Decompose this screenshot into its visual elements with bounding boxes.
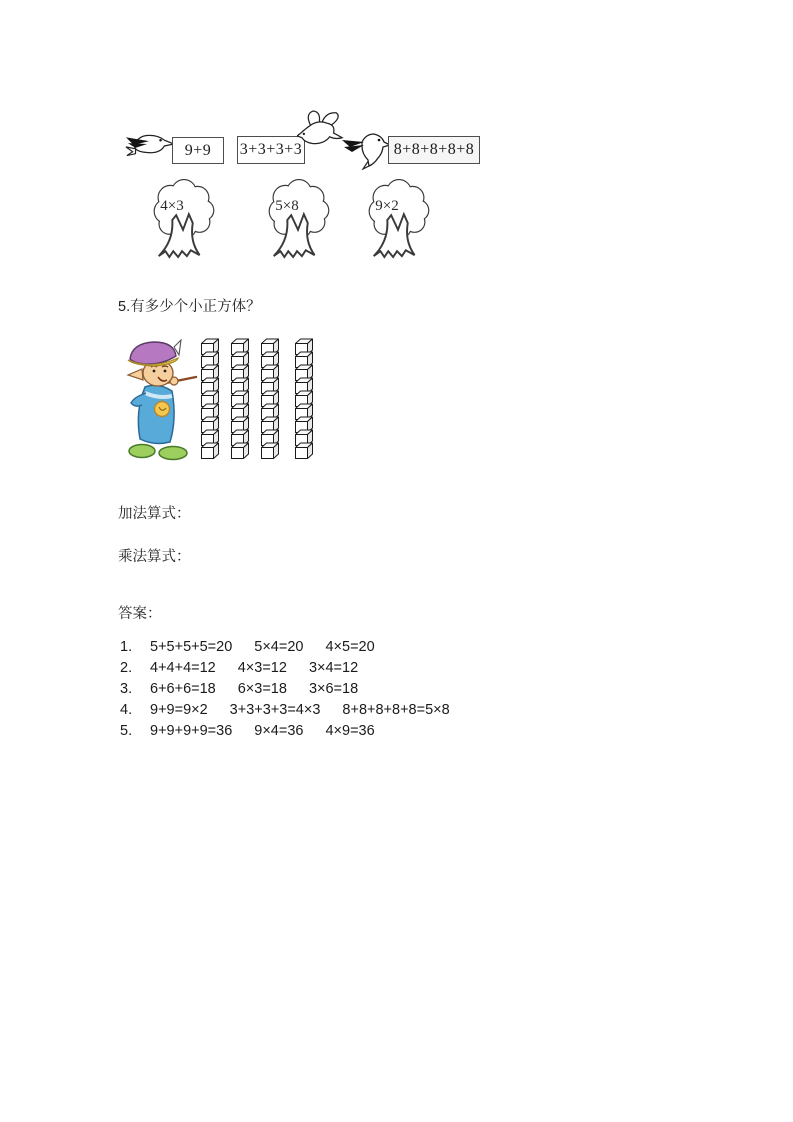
addition-formula-label: 加法算式： — [118, 506, 191, 522]
answer-row — [118, 679, 450, 700]
answer-number: 2. — [120, 660, 133, 676]
cartoon-character — [118, 339, 206, 463]
answer-row — [118, 721, 450, 742]
answer-expression: 6+6+6=18 — [150, 681, 216, 697]
tree-label: 4×3 — [160, 198, 184, 214]
addition-box-2: 3+3+3+3 — [237, 136, 305, 164]
cube-column — [295, 338, 315, 464]
answer-expression: 4×5=20 — [325, 639, 375, 655]
addition-box-3: 8+8+8+8+8 — [388, 136, 480, 164]
cube-column — [231, 338, 251, 464]
answer-expression: 4+4+4=12 — [150, 660, 216, 676]
cube-column — [201, 338, 221, 464]
answer-expression: 5+5+5+5=20 — [150, 639, 233, 655]
answer-row — [118, 700, 450, 721]
answer-expression: 5×4=20 — [254, 639, 304, 655]
answer-expression: 8+8+8+8+8=5×8 — [342, 702, 450, 718]
answer-row — [118, 658, 450, 679]
multiplication-formula-label: 乘法算式： — [118, 549, 191, 565]
cubes-figure — [118, 334, 328, 470]
bird-icon — [342, 128, 390, 170]
tree-icon — [261, 179, 335, 265]
answer-expression: 9+9+9+9=36 — [150, 723, 233, 739]
answer-number: 5. — [120, 723, 133, 739]
answer-expression: 3×4=12 — [308, 660, 359, 676]
answer-number: 3. — [120, 681, 133, 697]
tree-icon — [146, 179, 220, 265]
answer-expression: 9+9=9×2 — [150, 702, 208, 718]
answer-row — [118, 637, 450, 658]
cube-column — [261, 338, 281, 464]
answer-expression: 4×3=12 — [237, 660, 287, 676]
answer-number: 4. — [120, 702, 133, 718]
answer-number: 1. — [120, 639, 133, 655]
answers-list — [118, 637, 450, 742]
tree-label: 9×2 — [375, 198, 399, 214]
answer-expression: 4×9=36 — [325, 723, 375, 739]
answer-expression: 3×6=18 — [308, 681, 359, 697]
question-5-title: 5.有多少个小正方体？ — [118, 299, 261, 315]
tree-icon — [361, 179, 435, 265]
answer-expression: 6×3=18 — [237, 681, 287, 697]
answer-expression: 9×4=36 — [254, 723, 304, 739]
answer-expression: 3+3+3+3=4×3 — [229, 702, 321, 718]
addition-box-1: 9+9 — [172, 137, 224, 164]
answers-title: 答案： — [118, 606, 162, 622]
bird-icon — [124, 129, 174, 161]
tree-label: 5×8 — [275, 198, 299, 214]
